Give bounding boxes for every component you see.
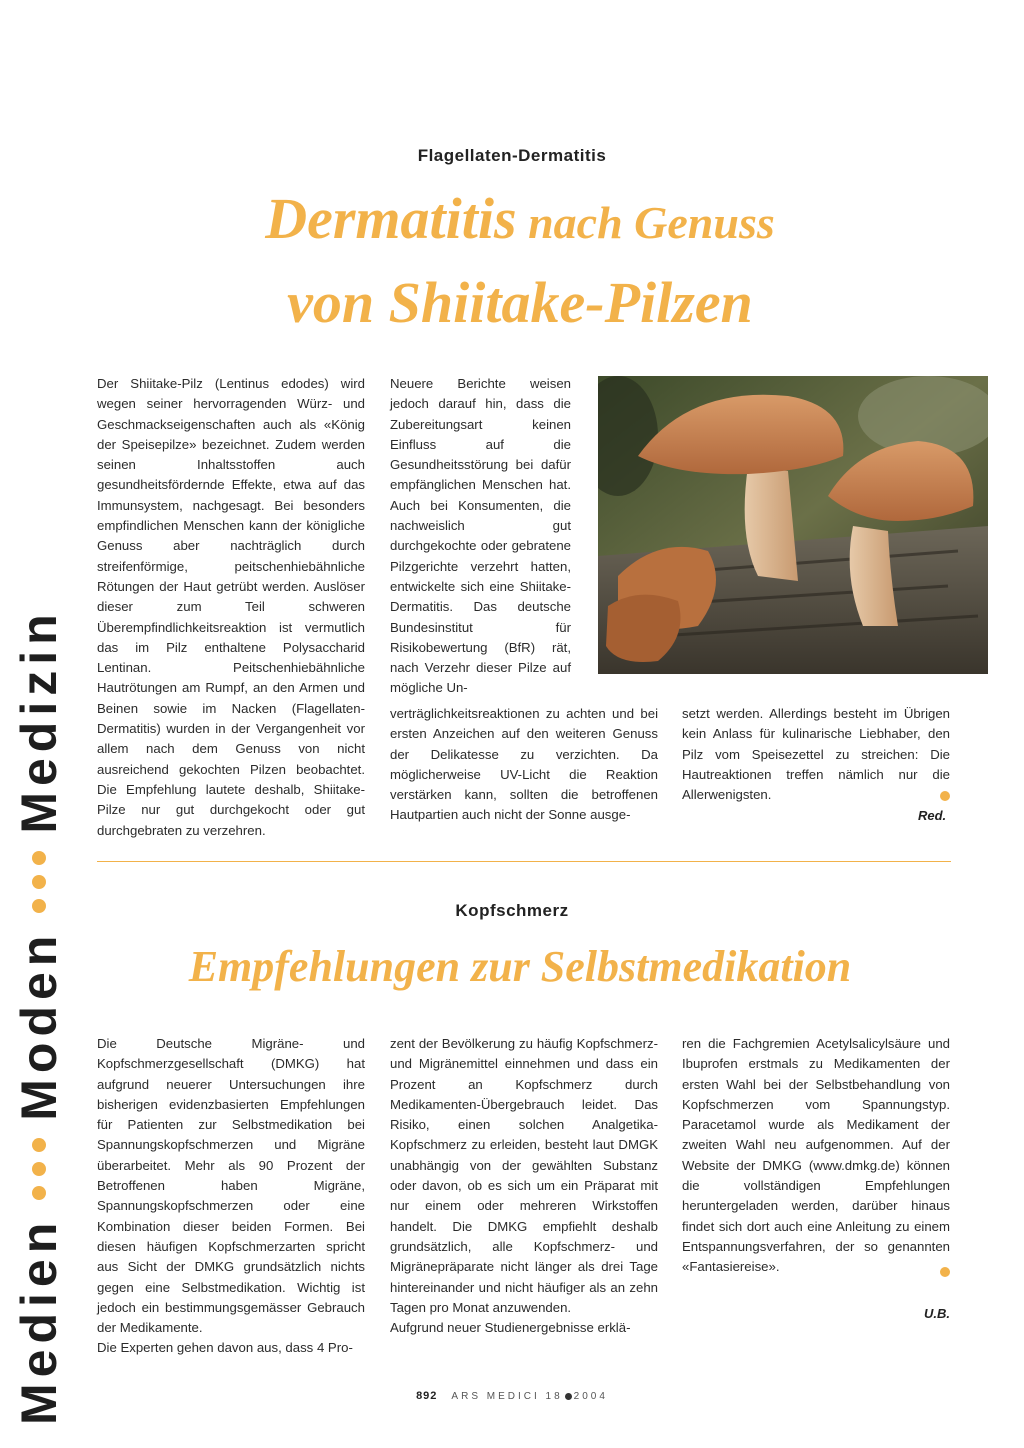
article1-column-2a (390, 374, 571, 699)
article1-title (90, 188, 950, 334)
article1-kicker: Flagellaten-Dermatitis (417, 146, 607, 165)
article2-col1-p1: Die Deutsche Migräne- und Kopfschmerzgesellschaft (DMKG) hat aufgrund neuerer Untersuchungen ihre bisherigen evidenzbasierten Empfehlungen für Patienten zur Selbstmedikation bei Spannungskopfschmerzen und Migräne überarbeitet. Mehr als 90 Prozent der Betroffenen haben Migräne, Spannungskopfschmerzen oder eine Kombination dieser beiden Formen. Bei diesen häufigen Kopfschmerzarten spricht aus Sicht der DMKG grundsätzlich nichts gegen eine Selbstmedikation. Wichtig ist jedoch ein bestimmungsgemässer Gebrauch der Medikamente. (97, 1036, 365, 1336)
article2-col2-p1: zent der Bevölkerung zu häufig Kopfschmerz- und Migränemittel einnehmen und dass ein Prozent an Kopfschmerz durch Medikamenten-Übergebrauch leidet. Das Risiko, einen solchen Analgetika-Kopfschmerz zu erleiden, besteht laut DMGK unabhängig von der gewählten Substanz oder davon, ob es sich um ein Präparat mit nur einem oder mehreren Wirkstoffen handelt. Die DMKG empfiehlt deshalb grundsätzlich, alle Kopfschmerz- und Migränepräparate nicht länger als drei Tage hintereinander und nicht häufiger als an zehn Tagen pro Monat anzuwenden. (390, 1036, 658, 1315)
article1-title-part2: nach Genuss (516, 197, 775, 248)
article1-column-1 (97, 374, 365, 841)
article2-column-1 (97, 1034, 365, 1359)
bullet-icon (32, 1138, 46, 1152)
article2-signature: U.B. (924, 1306, 950, 1321)
page-footer (0, 1390, 1024, 1402)
article2-col2-p2: Aufgrund neuer Studienergebnisse erklä- (390, 1320, 631, 1336)
bullet-icon (32, 1186, 46, 1200)
journal-name: ARS MEDICI 18 (451, 1391, 563, 1402)
journal-year: 2004 (573, 1391, 608, 1402)
article1-signature: Red. (918, 808, 947, 823)
article1-title-part1: Dermatitis (265, 186, 517, 251)
sidebar-word-medizin: Medizin (11, 608, 67, 834)
article2-col1-p2: Die Experten gehen davon aus, dass 4 Pro- (97, 1340, 353, 1356)
end-dot-icon (940, 791, 950, 801)
article2-column-3 (682, 1034, 950, 1278)
article2-col3-text: ren die Fachgremien Acetylsalicylsäure und Ibuprofen erstmals zu Medikamenten der ersten Wahl bei der Selbstbehandlung von Kopfschmerzen vom Spannungstyp. Paracetamol wurde als Medikament der zweiten Wahl neu aufgenommen. Auf der Website der DMKG (www.dmkg.de) können die vollständigen Empfehlungen heruntergeladen werden, darüber hinaus findet sich dort auch eine Anleitung zu einem Entspannungsverfahren, der so genannten «Fantasiereise». (682, 1036, 950, 1275)
section-sidebar (10, 608, 68, 1425)
mushroom-image (598, 376, 988, 674)
bullet-icon (565, 1393, 572, 1400)
article1-col2a-text: Neuere Berichte weisen jedoch darauf hin, dass die Zubereitungsart keinen Einfluss auf die Gesundheitsstörung bei dafür empfänglichen Menschen hat. Auch bei Konsumenten, die nachweislich gut durchgekochte oder gebratene Pilzgerichte verzehrt hatten, entwickelte sich eine Shiitake-Dermatitis. Das deutsche Bundesinstitut für Risikobewertung (BfR) rät, nach Verzehr dieser Pilze auf mögliche Un- (390, 376, 571, 696)
article1-col3-text: setzt werden. Allerdings besteht im Übrigen kein Anlass für kulinarische Liebhaber, den Pilz vom Speisezettel zu streichen: Die Hautreaktionen treffen nämlich nur die Allerwenigsten. (682, 706, 950, 803)
sidebar-word-medien: Medien (11, 1216, 67, 1425)
bullet-icon (32, 1162, 46, 1176)
section-divider (97, 861, 951, 862)
article1-col1-text: Der Shiitake-Pilz (Lentinus edodes) wird wegen seiner hervorragenden Würz- und Geschmackseigenschaften auch als «König der Speisepilze» bezeichnet. Zudem werden seinen Inhaltsstoffen auch gesundheitsfördernde Effekte, etwa auf das Immunsystem, nachgesagt. Bei besonders empfindlichen Menschen kann der königliche Genuss aber nachträglich durch streifenförmige, peitschenhiebähnliche Rötungen der Haut getrübt werden. Auslöser dieser zum Teil schweren Überempfindlichkeitsreaktion ist vermutlich das im Pilz enthaltene Polysaccharid Lentinan. Peitschenhiebähnliche Hautrötungen am Rumpf, an den Armen und Beinen sowie im Nacken (Flagellaten-Dermatitis) wurden in der Vergangenheit vor allem nach dem Genuss von nicht ausreichend gekochten Pilzen beobachtet. Die Empfehlung lautete deshalb, Shiitake-Pilze nur gut durchgekocht oder gut durchgebraten zu verzehren. (97, 376, 365, 838)
article1-column-3 (682, 704, 950, 805)
shiitake-photo (598, 376, 988, 674)
article2-title: Empfehlungen zur Selbstmedikation (188, 942, 852, 991)
article1-column-2b (390, 704, 658, 826)
article2-column-2 (390, 1034, 658, 1338)
bullet-icon (32, 851, 46, 865)
page-number: 892 (416, 1390, 438, 1402)
article1-col2b-text: verträglichkeitsreaktionen zu achten und bei ersten Anzeichen auf den weiteren Genuss der Delikatesse zu verzichten. Da möglicherweise UV-Licht die Reaktion verstärken kann, sollten die betroffenen Hautpartien auch nicht der Sonne ausge- (390, 706, 658, 823)
article1-title-line2: von Shiitake-Pilzen (287, 270, 753, 335)
article2-kicker: Kopfschmerz (455, 901, 569, 920)
bullet-icon (32, 875, 46, 889)
sidebar-word-moden: Moden (11, 929, 67, 1121)
end-dot-icon (940, 1267, 950, 1277)
bullet-icon (32, 899, 46, 913)
